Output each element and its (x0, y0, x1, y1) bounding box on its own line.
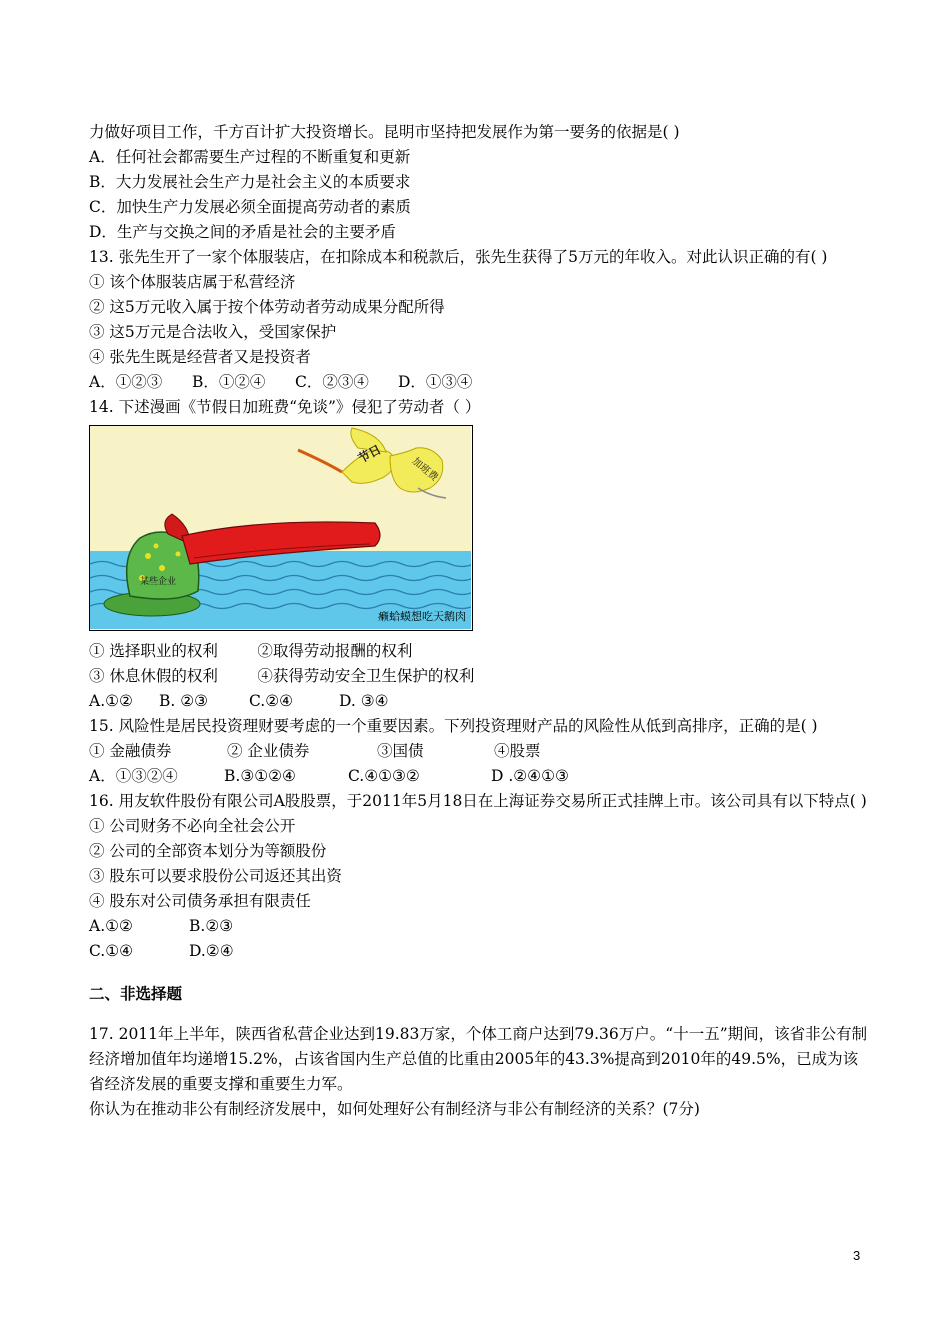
q12-option-d: D．生产与交换之间的矛盾是社会的主要矛盾 (89, 223, 396, 241)
q13-stem: 13. 张先生开了一家个体服装店，在扣除成本和税款后，张先生获得了5万元的年收入。对此认识正确的有( ) (89, 248, 828, 266)
cartoon-drawing (90, 426, 471, 629)
q15-option-a: A．①③②④ (89, 767, 178, 785)
section-heading: 二、非选择题 (89, 985, 183, 1003)
q15-option-d: D .②④①③ (491, 767, 569, 785)
q15-item-2: ② 企业债券 (227, 742, 310, 760)
q13-option-b: B．①②④ (192, 373, 266, 391)
q12-option-b: B．大力发展社会生产力是社会主义的本质要求 (89, 173, 411, 191)
q16-options-row-1 (89, 914, 869, 939)
q15-option-c: C.④①③② (348, 767, 420, 785)
cartoon-caption: 癞蛤蟆想吃天鹅肉 (378, 610, 466, 623)
q15-options (89, 764, 869, 789)
q13-options (89, 370, 869, 395)
q15-option-b: B.③①②④ (224, 767, 296, 785)
label-overtime: 加班费 (409, 455, 440, 484)
exam-page (89, 120, 869, 1122)
q16-item-1: ① 公司财务不必向全社会公开 (89, 817, 296, 835)
q13-option-d: D．①③④ (398, 373, 473, 391)
q14-options (89, 689, 869, 714)
page-number: 3 (853, 1248, 861, 1263)
q14-items-row-2: ③ 休息休假的权利 ④获得劳动安全卫生保护的权利 (89, 667, 475, 685)
q12-stem-tail: 力做好项目工作，千方百计扩大投资增长。昆明市坚持把发展作为第一要务的依据是( ) (89, 123, 680, 141)
q12-option-a: A．任何社会都需要生产过程的不断重复和更新 (89, 148, 411, 166)
q17-stem: 17. 2011年上半年，陕西省私营企业达到19.83万家，个体工商户达到79.36万户。“十一五”期间，该省非公有制经济增加值年均递增15.2%，占该省国内生产总值的比重由2005年的43.3%提高到2010年的49.5%，已成为该省经济发展的重要支撑和重要生力军。 (89, 1025, 868, 1093)
q16-option-a: A.①② (89, 917, 133, 935)
q15-item-3: ③国债 (377, 742, 424, 760)
q13-option-c: C．②③④ (295, 373, 369, 391)
q13-item-1: ① 该个体服装店属于私营经济 (89, 273, 296, 291)
label-holiday: 节日 (355, 442, 384, 466)
q16-option-c: C.①④ (89, 942, 134, 960)
q14-items-row-1: ① 选择职业的权利 ②取得劳动报酬的权利 (89, 642, 413, 660)
cartoon-image (89, 425, 473, 631)
q16-options-row-2 (89, 939, 869, 964)
q16-option-d: D.②④ (189, 942, 234, 960)
label-company: 某些企业 (140, 577, 177, 587)
q13-option-a: A．①②③ (89, 373, 163, 391)
q16-stem: 16. 用友软件股份有限公司A股股票，于2011年5月18日在上海证券交易所正式挂牌上市。该公司具有以下特点( ) (89, 792, 867, 810)
q16-item-4: ④ 股东对公司债务承担有限责任 (89, 892, 311, 910)
q15-item-1: ① 金融债券 (89, 742, 172, 760)
q14-option-d: D. ③④ (339, 692, 389, 710)
q13-item-2: ② 这5万元收入属于按个体劳动者劳动成果分配所得 (89, 298, 445, 316)
q16-item-3: ③ 股东可以要求股份公司返还其出资 (89, 867, 342, 885)
q14-option-b: B. ②③ (159, 692, 209, 710)
q13-item-4: ④ 张先生既是经营者又是投资者 (89, 348, 311, 366)
q16-option-b: B.②③ (189, 917, 234, 935)
q14-stem: 14. 下述漫画《节假日加班费“免谈”》侵犯了劳动者（ ） (89, 398, 481, 416)
q17-question: 你认为在推动非公有制经济发展中，如何处理好公有制经济与非公有制经济的关系？(7分) (89, 1100, 700, 1118)
q13-item-3: ③ 这5万元是合法收入，受国家保护 (89, 323, 337, 341)
q15-items (89, 739, 869, 764)
q15-stem: 15. 风险性是居民投资理财要考虑的一个重要因素。下列投资理财产品的风险性从低到高排序，正确的是( ) (89, 717, 818, 735)
q16-item-2: ② 公司的全部资本划分为等额股份 (89, 842, 327, 860)
q15-item-4: ④股票 (494, 742, 541, 760)
q12-option-c: C．加快生产力发展必须全面提高劳动者的素质 (89, 198, 411, 216)
q14-option-a: A.①② (89, 692, 133, 710)
q14-option-c: C.②④ (249, 692, 294, 710)
